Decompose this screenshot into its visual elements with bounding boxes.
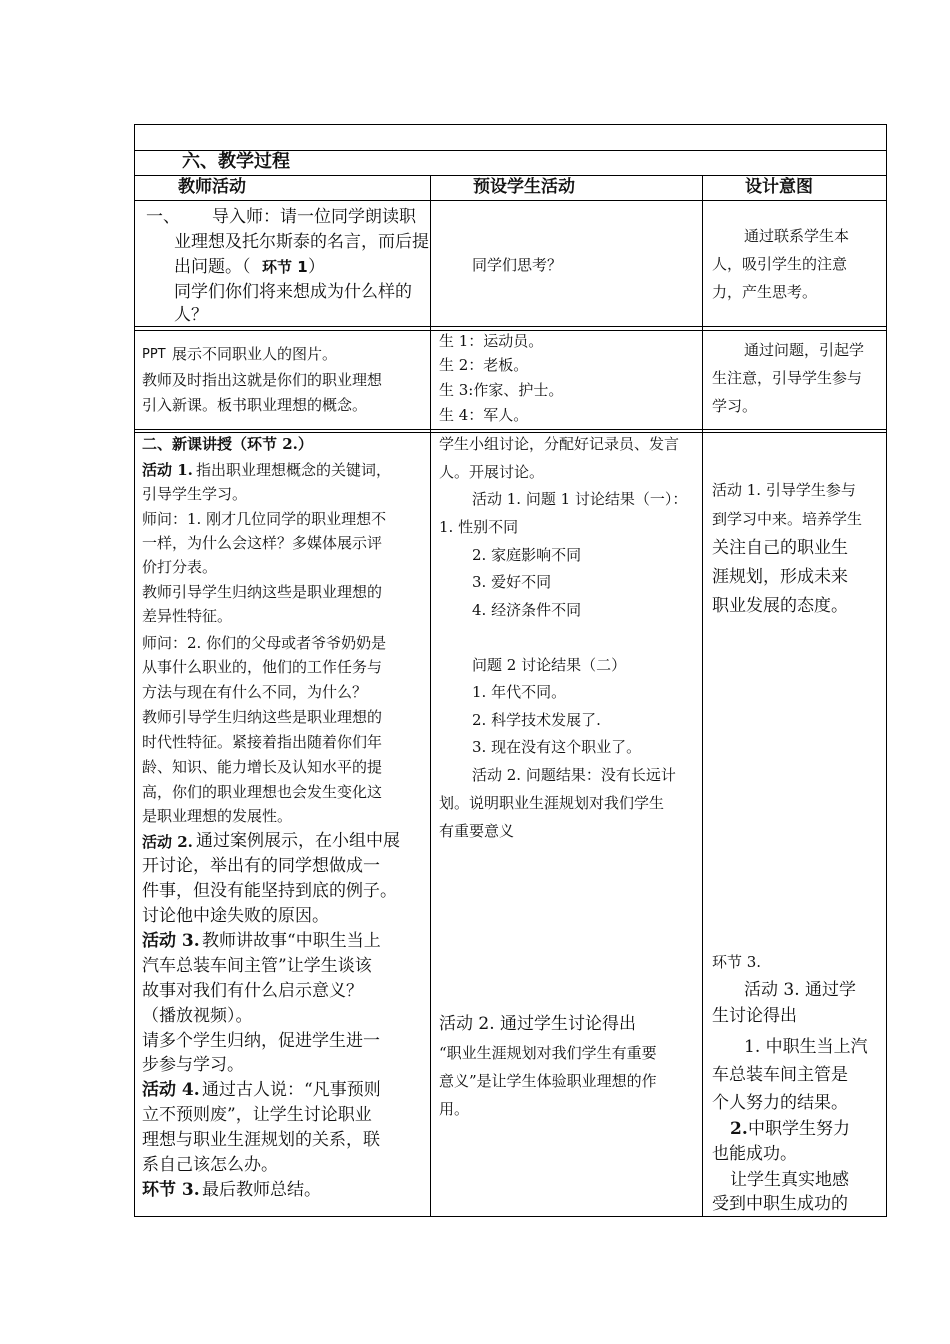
row3-design-line: 涯规划，形成未来: [712, 567, 848, 587]
row3-teacher-line: 是职业理想的发展性。: [142, 807, 293, 825]
row2-design-line: 通过问题，引起学: [744, 341, 865, 359]
row3-teacher-step3-label: 环节 3.: [142, 1180, 200, 1200]
row3-student-line: 划。说明职业生涯规划对我们学生: [439, 794, 665, 812]
row2-design-line: 生注意，引导学生参与: [712, 369, 863, 387]
row3-teacher-line: 价打分表。: [142, 558, 218, 576]
row3-teacher-line: 教师引导学生归纳这些是职业理想的: [142, 708, 383, 726]
row1-design-line: 人，吸引学生的注意: [712, 255, 848, 273]
row2-student-line: 生 4：军人。: [439, 406, 529, 424]
row2-bottom-border: [134, 429, 887, 430]
row3-teacher-line: 教师引导学生归纳这些是职业理想的: [142, 583, 383, 601]
row2-student-line: 生 1：运动员。: [439, 332, 544, 350]
row3-teacher-line: 汽车总装车间主管”让学生谈该: [142, 956, 372, 976]
row1-teacher-line: 人？: [174, 305, 208, 325]
row3-teacher-line: 件事，但没有能坚持到底的例子。: [142, 881, 397, 901]
row3-student-line: 学生小组讨论，分配好记录员、发言: [439, 435, 680, 453]
row2-teacher-line: 展示不同职业人的图片。: [172, 345, 338, 363]
row3-design-line: 活动 1. 引导学生参与: [712, 481, 856, 499]
row3-student-line: 1. 年代不同。: [472, 683, 567, 701]
row2-bottom-border-double: [134, 432, 887, 433]
row3-teacher-line: 步参与学习。: [142, 1055, 244, 1075]
row3-student-line: 4. 经济条件不同: [472, 601, 582, 619]
row3-teacher-line: 差异性特征。: [142, 607, 233, 625]
row3-teacher-line: 讨论他中途失败的原因。: [142, 906, 329, 926]
row2-teacher-line: 引入新课。板书职业理想的概念。: [142, 396, 368, 414]
row3-teacher-line: 龄、知识、能力增长及认知水平的提: [142, 758, 383, 776]
row3-design-line: 1. 中职生当上汽: [744, 1037, 868, 1057]
row3-student-line: 问题 2 讨论结果（二）: [472, 656, 627, 674]
column-divider-2: [702, 175, 703, 1217]
row3-teacher-line: 最后教师总结。: [202, 1180, 321, 1200]
row2-design-line: 学习。: [712, 397, 758, 415]
row2-teacher-ppt: PPT: [142, 347, 166, 362]
row3-design-line: 职业发展的态度。: [712, 596, 848, 616]
table-bottom-border: [134, 1216, 887, 1217]
row3-teacher-line: 系自己该怎么办。: [142, 1155, 278, 1175]
row3-teacher-line: 引导学生学习。: [142, 485, 248, 503]
column-divider-1: [430, 175, 431, 1217]
row3-teacher-activity4-label: 活动 4.: [142, 1080, 200, 1100]
row3-student-line: 1. 性别不同: [439, 518, 519, 536]
header-teacher-activity: 教师活动: [178, 177, 246, 197]
row3-student-line: 活动 2. 通过学生讨论得出: [439, 1014, 637, 1034]
row3-teacher-line: 高，你们的职业理想也会发生变化这: [142, 783, 383, 801]
row1-teacher-line: 业理想及托尔斯泰的名言，而后提: [174, 232, 429, 252]
row3-teacher-line: 方法与现在有什么不同，为什么？: [142, 683, 368, 701]
row3-student-line: 有重要意义: [439, 822, 515, 840]
row3-design-line: 个人努力的结果。: [712, 1093, 848, 1113]
row3-teacher-heading: 二、新课讲授（环节 2.）: [142, 435, 313, 453]
row1-teacher-line: 一、: [146, 207, 180, 227]
row3-teacher-line: 理想与职业生涯规划的关系，联: [142, 1130, 380, 1150]
row3-teacher-activity3-label: 活动 3.: [142, 931, 200, 951]
row3-student-line: 3. 爱好不同: [472, 573, 552, 591]
row1-teacher-line: 出问题。（: [174, 257, 251, 277]
row3-student-line: “职业生涯规划对我们学生有重要: [439, 1044, 657, 1062]
table-right-border: [886, 124, 887, 1217]
row3-design-line: 也能成功。: [712, 1144, 797, 1164]
row3-design-line: 2.: [730, 1119, 748, 1139]
row1-teacher-line: 导入师：请一位同学朗读职: [212, 207, 416, 227]
row3-student-line: 人。开展讨论。: [439, 463, 545, 481]
row3-student-line: 2. 科学技术发展了.: [472, 711, 601, 729]
row3-teacher-line: 师问：1. 刚才几位同学的职业理想不: [142, 510, 387, 528]
row1-student-text: 同学们思考？: [472, 256, 563, 274]
row2-student-line: 生 2：老板。: [439, 356, 529, 374]
row3-student-line: 意义”是让学生体验职业理想的作: [439, 1072, 657, 1090]
row3-teacher-line: 故事对我们有什么启示意义？: [142, 981, 363, 1001]
header-design-intent: 设计意图: [745, 177, 813, 197]
row3-teacher-line: （播放视频）。: [142, 1006, 253, 1026]
row3-design-line: 生讨论得出: [712, 1006, 797, 1026]
table-left-border: [134, 124, 135, 1217]
row2-teacher-line: 教师及时指出这就是你们的职业理想: [142, 371, 383, 389]
row3-design-line: 中职学生努力: [748, 1119, 850, 1139]
row3-design-line: 让学生真实地感: [730, 1170, 849, 1190]
row3-design-line: 活动 3. 通过学: [744, 980, 857, 1000]
table-top-border: [134, 124, 887, 125]
row3-design-line: 环节 3.: [712, 953, 762, 971]
row3-design-line: 车总装车间主管是: [712, 1065, 848, 1085]
row3-design-line: 关注自己的职业生: [712, 538, 848, 558]
row3-teacher-line: 通过古人说：“凡事预则: [202, 1080, 381, 1100]
row3-teacher-line: 请多个学生归纳，促进学生进一: [142, 1031, 380, 1051]
row3-student-line: 3. 现在没有这个职业了。: [472, 738, 642, 756]
row3-teacher-line: 师问：2. 你们的父母或者爷爷奶奶是: [142, 634, 387, 652]
header-student-activity: 预设学生活动: [473, 177, 575, 197]
row1-bottom-border: [134, 326, 887, 327]
header-top-border: [134, 175, 887, 176]
row1-design-line: 力，产生思考。: [712, 283, 818, 301]
row3-student-line: 活动 1. 问题 1 讨论结果（一）：: [472, 490, 688, 508]
row3-teacher-line: 指出职业理想概念的关键词，: [196, 461, 392, 479]
row1-teacher-step-label: 环节 1: [262, 258, 308, 276]
row3-teacher-line: 一样，为什么会这样？多媒体展示评: [142, 534, 383, 552]
row3-student-line: 用。: [439, 1100, 470, 1118]
row3-teacher-activity2-label: 活动 2.: [142, 833, 193, 851]
row2-student-line: 生 3:作家、护士。: [439, 381, 564, 399]
row3-teacher-line: 通过案例展示，在小组中展: [196, 831, 400, 851]
row3-teacher-line: 时代性特征。紧接着指出随着你们年: [142, 733, 383, 751]
row1-design-line: 通过联系学生本: [744, 227, 850, 245]
row1-teacher-line: 同学们你们将来想成为什么样的: [174, 282, 412, 302]
header-bottom-border: [134, 200, 887, 201]
row3-design-line: 到学习中来。培养学生: [712, 510, 863, 528]
section-title: 六、教学过程: [182, 151, 290, 172]
row3-student-line: 活动 2. 问题结果：没有长远计: [472, 766, 676, 784]
row3-student-line: 2. 家庭影响不同: [472, 546, 582, 564]
row3-teacher-line: 开讨论，举出有的同学想做成一: [142, 856, 380, 876]
row3-teacher-line: 教师讲故事“中职生当上: [202, 931, 381, 951]
row3-teacher-activity1-label: 活动 1.: [142, 461, 193, 479]
row3-design-line: 受到中职生成功的: [712, 1194, 848, 1214]
row3-teacher-line: 从事什么职业的，他们的工作任务与: [142, 658, 383, 676]
row3-teacher-line: 立不预则废”，让学生讨论职业: [142, 1105, 372, 1125]
row1-teacher-line: ）: [308, 257, 325, 277]
